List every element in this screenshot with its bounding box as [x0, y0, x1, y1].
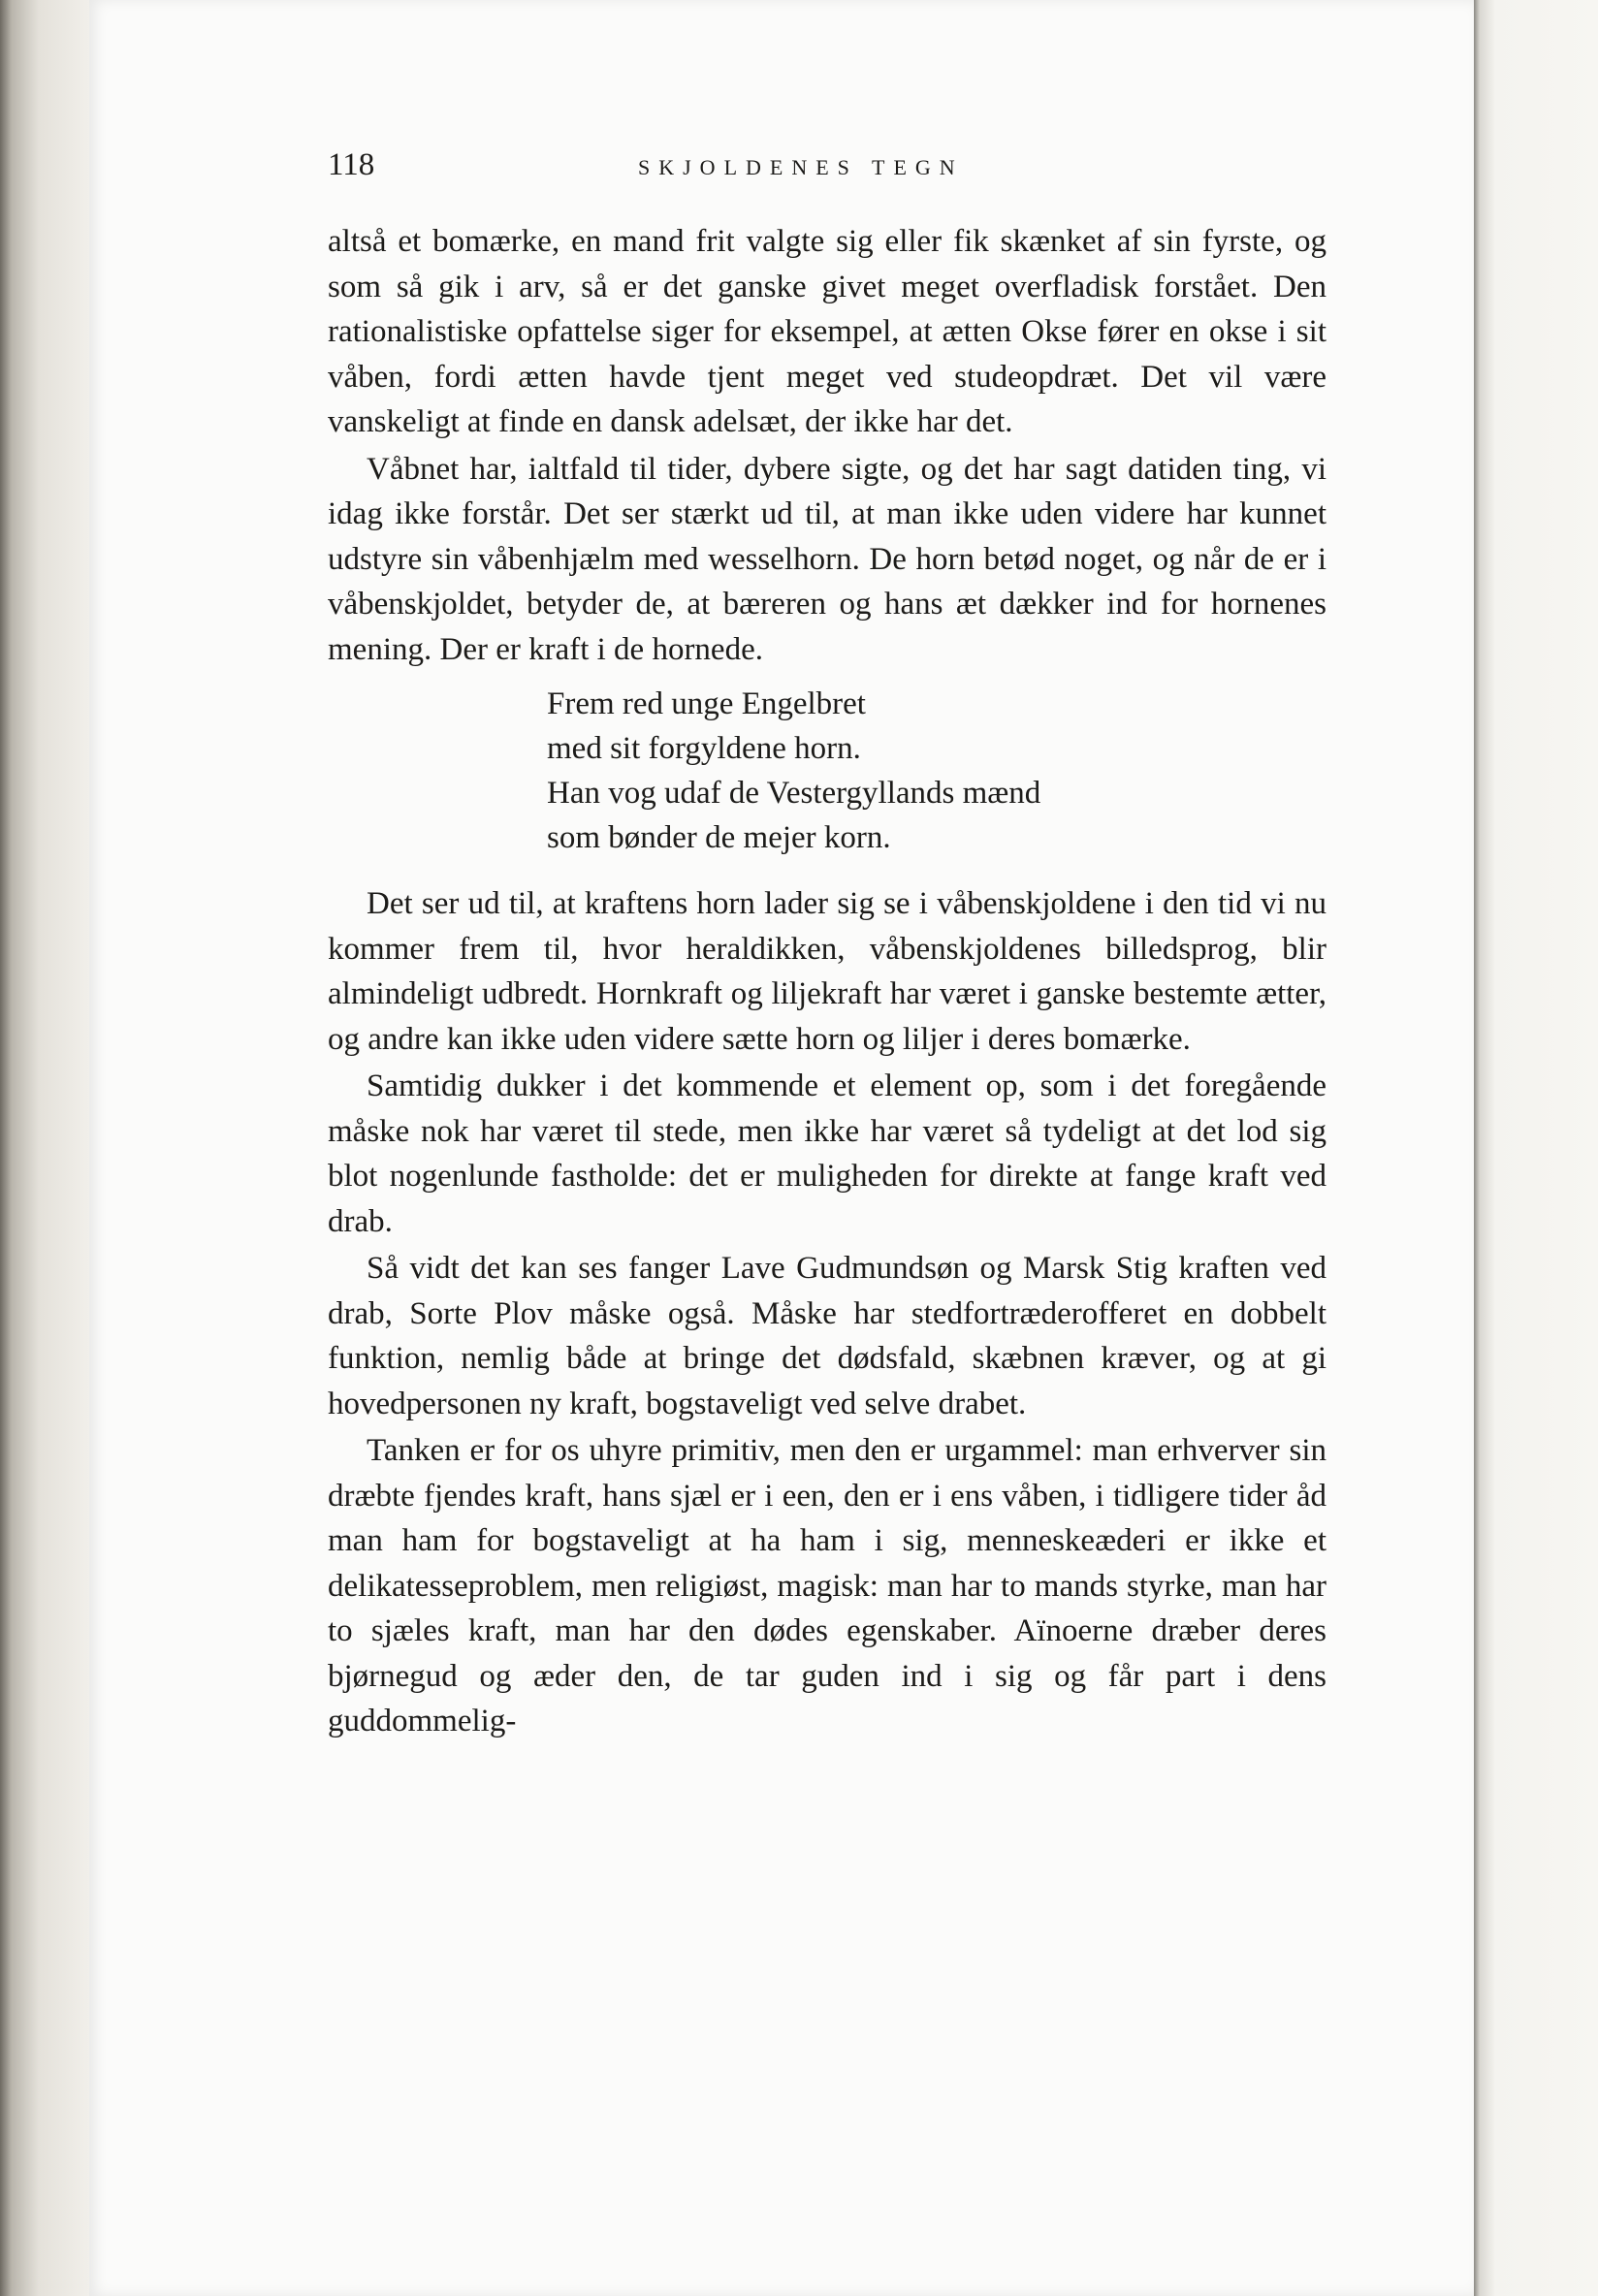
verse-line-2: med sit forgyldene horn. [547, 731, 861, 766]
paragraph-1: altså et bomærke, en mand frit valgte sig eller fik skænket af sin fyrste, og som så gik i arv, så er det ganske givet meget overfladisk forstået. Den rationalistiske opfattelse siger for eksempel, at ætten Okse fører en okse i sit våben, fordi ætten havde tjent meget ved studeopdræt. Det vil være vanskeligt at finde en dansk adelsæt, der ikke har det. [328, 224, 1326, 439]
page-number: 118 [328, 147, 375, 182]
running-head: SKJOLDENES TEGN [638, 155, 964, 179]
next-page-edge [1474, 0, 1598, 2296]
verse-line-4: som bønder de mejer korn. [547, 820, 891, 855]
verse-line-1: Frem red unge Engelbret [547, 686, 866, 721]
body-text [328, 219, 1326, 1746]
page-header [328, 147, 1326, 186]
verse-quote [328, 682, 1326, 860]
paragraph-5: Så vidt det kan ses fanger Lave Gudmundsøn og Marsk Stig kraften ved drab, Sorte Plov måske også. Måske har stedfortræderofferet en dobbelt funktion, nemlig både at bringe det dødsfald, skæbnen kræver, og at gi hovedpersonen ny kraft, bogstaveligt ved selve drabet. [328, 1251, 1326, 1421]
paragraph-2: Våbnet har, ialtfald til tider, dybere sigte, og det har sagt datiden ting, vi idag ikke forstår. Det ser stærkt ud til, at man ikke uden videre har kunnet udstyre sin våbenhjælm med wesselhorn. De horn betød noget, og når de er i våbenskjoldet, betyder de, at bæreren og hans æt dækker ind for hornenes mening. Der er kraft i de hornede. [328, 451, 1326, 667]
paragraph-4: Samtidig dukker i det kommende et element op, som i det foregående måske nok har været til stede, men ikke har været så tydeligt at det lod sig blot nogenlunde fastholde: det er muligheden for direkte at fange kraft ved drab. [328, 1068, 1326, 1239]
verse-line-3: Han vog udaf de Vestergyllands mænd [547, 776, 1041, 811]
paragraph-6: Tanken er for os uhyre primitiv, men den er urgammel: man erhverver sin dræbte fjendes kraft, hans sjæl er i een, den er i ens våben, i tidligere tider åd man ham for bogstaveligt at ha ham i sig, menneskeæderi er ikke et delikatesseproblem, men religiøst, magisk: man har to mands styrke, man har to sjæles kraft, man har den dødes egenskaber. Aïnoerne dræber deres bjørnegud og æder den, de tar guden ind i sig og får part i dens guddommelig- [328, 1433, 1326, 1738]
paragraph-3: Det ser ud til, at kraftens horn lader sig se i våbenskjoldene i den tid vi nu kommer frem til, hvor heraldikken, våbenskjoldenes billedsprog, blir almindeligt udbredt. Hornkraft og liljekraft har været i ganske bestemte ætter, og andre kan ikke uden videre sætte horn og liljer i deres bomærke. [328, 886, 1326, 1057]
book-binding-edge [0, 0, 89, 2296]
